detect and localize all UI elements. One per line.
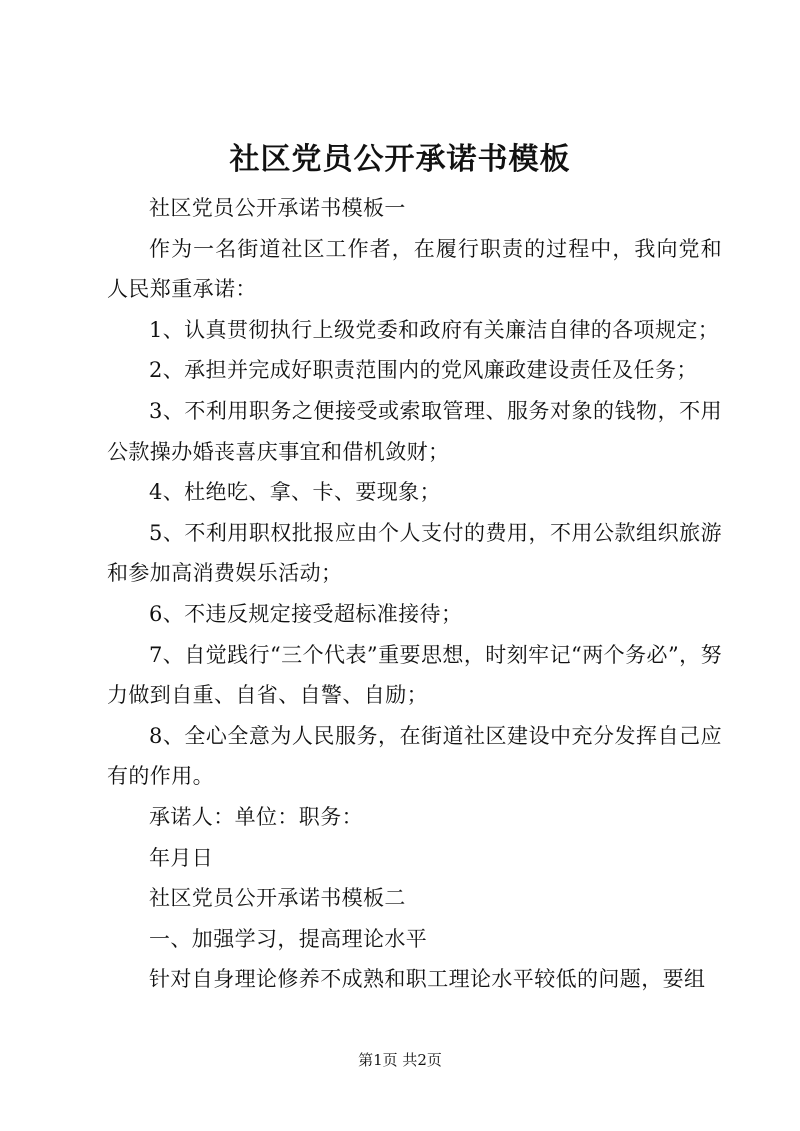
document-body bbox=[107, 188, 722, 1000]
paragraph: 4、杜绝吃、拿、卡、要现象； bbox=[149, 480, 441, 505]
paragraph: 8、全心全意为人民服务，在街道社区建设中充分发挥自己应有的作用。 bbox=[107, 723, 722, 789]
paragraph: 社区党员公开承诺书模板一 bbox=[149, 196, 406, 220]
subsection-heading: 一、加强学习，提高理论水平 bbox=[149, 926, 428, 951]
paragraph: 针对自身理论修养不成熟和职工理论水平较低的问题，要组 bbox=[149, 967, 706, 992]
page-title: 社区党员公开承诺书模板 bbox=[229, 142, 571, 177]
paragraph: 5、不利用职权批报应由个人支付的费用，不用公款组织旅游和参加高消费娱乐活动； bbox=[107, 520, 722, 586]
date-line: 年月日 bbox=[149, 845, 214, 870]
paragraph: 3、不利用职务之便接受或索取管理、服务对象的钱物，不用公款操办婚丧喜庆事宜和借机敛财； bbox=[107, 398, 722, 464]
section-heading: 社区党员公开承诺书模板二 bbox=[149, 886, 406, 911]
paragraph: 7、自觉践行“三个代表”重要思想，时刻牢记“两个务必”，努力做到自重、自省、自警、自励； bbox=[107, 642, 722, 708]
page-footer: 第1页 共2页 bbox=[358, 1051, 442, 1069]
paragraph: 1、认真贯彻执行上级党委和政府有关廉洁自律的各项规定； bbox=[149, 317, 720, 342]
paragraph: 2、承担并完成好职责范围内的党风廉政建设责任及任务； bbox=[149, 358, 698, 383]
paragraph: 作为一名街道社区工作者，在履行职责的过程中，我向党和人民郑重承诺： bbox=[107, 236, 722, 302]
signature-line: 承诺人：单位：职务： bbox=[149, 804, 363, 829]
paragraph: 6、不违反规定接受超标准接待； bbox=[149, 601, 463, 626]
